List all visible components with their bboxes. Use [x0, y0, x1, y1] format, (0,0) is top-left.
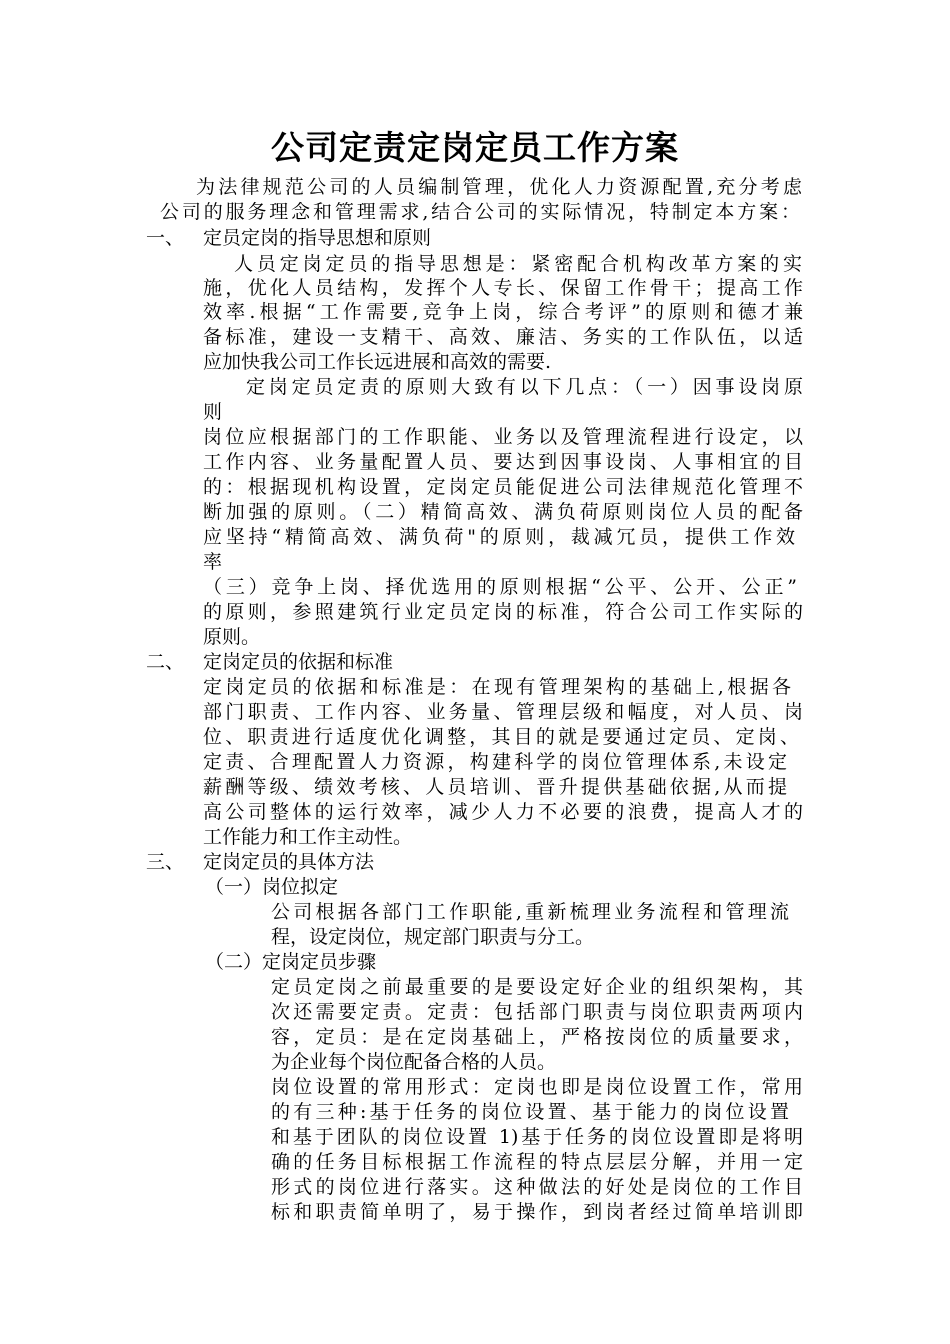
s3-sub2-line-9: 形式的岗位进行落实。这种做法的好处是岗位的工作目: [271, 1176, 803, 1198]
s2-line-1: 定岗定员的依据和标准是：在现有管理架构的基础上,根据各: [203, 676, 791, 698]
s1-line-7: 则: [203, 401, 223, 423]
section-number-3: 三、: [146, 851, 185, 873]
s3-sub1-line-2: 程，设定岗位，规定部门职责与分工。: [271, 926, 595, 948]
s3-sub2-line-8: 确的任务目标根据工作流程的特点层层分解，并用一定: [271, 1151, 803, 1173]
s3-sub2-line-5: 岗位设置的常用形式：定岗也即是岗位设置工作，常用: [271, 1076, 803, 1098]
s3-sub2-line-6: 的有三种:基于任务的岗位设置、基于能力的岗位设置: [271, 1101, 789, 1123]
s1-line-15: 的原则，参照建筑行业定员定岗的标准，符合公司工作实际的: [203, 601, 803, 623]
s3-sub2-line-4: 为企业每个岗位配备合格的人员。: [271, 1051, 557, 1073]
section-heading-1: 定员定岗的指导思想和原则: [203, 227, 432, 249]
section-heading-2: 定岗定员的依据和标准: [203, 651, 394, 673]
s2-line-4: 定责、合理配置人力资源，构建科学的岗位管理体系,未设定: [203, 751, 787, 773]
s1-line-14: （三）竞争上岗、择优选用的原则根据“公平、公开、公正”: [203, 576, 797, 598]
s1-line-5: 应加快我公司工作长远进展和高效的需要.: [203, 351, 552, 373]
section-number-1: 一、: [146, 227, 185, 249]
document-title: 公司定责定岗定员工作方案: [271, 128, 679, 167]
s1-line-10: 的：根据现机构设置，定岗定员能促进公司法律规范化管理不: [203, 476, 803, 498]
s1-line-4: 备标准，建设一支精干、高效、廉洁、务实的工作队伍，以适: [203, 326, 803, 348]
s1-line-1: 人员定岗定员的指导思想是：紧密配合机构改革方案的实: [234, 253, 802, 275]
s3-sub2-line-7: 和基于团队的岗位设置 1)基于任务的岗位设置即是将明: [271, 1126, 803, 1148]
intro-line-2: 公司的服务理念和管理需求,结合公司的实际情况，特制定本方案：: [160, 201, 800, 223]
s3-sub2-line-3: 容，定员：是在定岗基础上，严格按岗位的质量要求，: [271, 1026, 803, 1048]
s2-line-7: 工作能力和工作主动性。: [203, 826, 413, 848]
s2-line-3: 位、职责进行适度优化调整，其目的就是要通过定员、定岗、: [203, 726, 799, 748]
s1-line-9: 工作内容、业务量配置人员、要达到因事设岗、人事相宜的目: [203, 451, 803, 473]
s1-line-3: 效率.根据“工作需要,竞争上岗，综合考评”的原则和德才兼: [203, 301, 803, 323]
intro-line-1: 为法律规范公司的人员编制管理，优化人力资源配置,充分考虑: [196, 176, 802, 198]
s3-sub2-line-1: 定员定岗之前最重要的是要设定好企业的组织架构，其: [271, 976, 803, 998]
s3-subheading-2: （二）定岗定员步骤: [205, 951, 377, 973]
s1-line-2: 施，优化人员结构，发挥个人专长、保留工作骨干；提高工作: [203, 277, 803, 299]
s1-line-12: 应坚持“精简高效、满负荷"的原则，裁减冗员，提供工作效: [203, 526, 795, 548]
s1-line-8: 岗位应根据部门的工作职能、业务以及管理流程进行设定，以: [203, 426, 803, 448]
section-number-2: 二、: [146, 651, 185, 673]
s3-subheading-1: （一）岗位拟定: [205, 876, 339, 898]
s3-sub1-line-1: 公司根据各部门工作职能,重新梳理业务流程和管理流: [271, 901, 789, 923]
s3-sub2-line-2: 次还需要定责。定责：包括部门职责与岗位职责两项内: [271, 1001, 803, 1023]
s1-line-6: 定岗定员定责的原则大致有以下几点：（一）因事设岗原: [246, 376, 803, 398]
s3-sub2-line-10: 标和职责简单明了，易于操作，到岗者经过简单培训即: [271, 1201, 803, 1223]
s1-line-13: 率: [203, 551, 223, 573]
section-heading-3: 定岗定员的具体方法: [203, 851, 375, 873]
s2-line-5: 薪酬等级、绩效考核、人员培训、晋升提供基础依据,从而提: [203, 776, 787, 798]
s2-line-6: 高公司整体的运行效率，减少人力不必要的浪费，提高人才的: [203, 801, 803, 823]
s2-line-2: 部门职责、工作内容、业务量、管理层级和幅度，对人员、岗: [203, 701, 803, 723]
s1-line-16: 原则。: [203, 626, 261, 648]
s1-line-11: 断加强的原则。（二）精简高效、满负荷原则岗位人员的配备: [203, 501, 803, 523]
